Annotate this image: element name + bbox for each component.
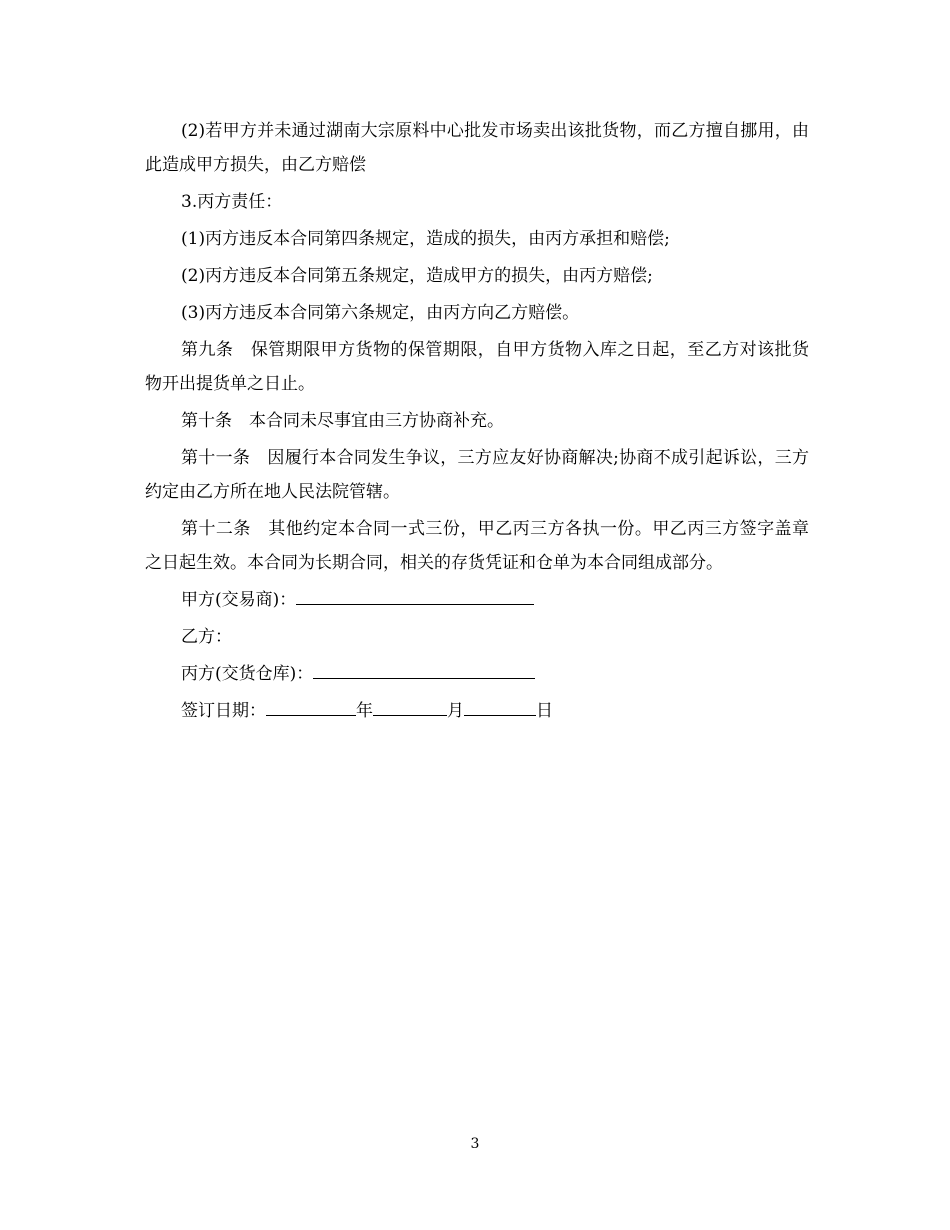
party-a-blank [296,584,534,605]
clause-paragraph: (2)若甲方并未通过湖南大宗原料中心批发市场卖出该批货物，而乙方擅自挪用，由此造成甲方损失，由乙方赔偿 [145,121,809,175]
signing-date-line [145,694,809,728]
party-c-signature-line [145,657,809,691]
clause-paragraph: 第十二条 其他约定本合同一式三份，甲乙丙三方各执一份。甲乙丙三方签字盖章之日起生效。本合同为长期合同，相关的存货凭证和仓单为本合同组成部分。 [145,519,809,573]
clause-paragraph: 第十条 本合同未尽事宜由三方协商补充。 [181,411,504,431]
party-c-blank [313,658,535,679]
clause-paragraph: 第九条 保管期限甲方货物的保管期限，自甲方货物入库之日起，至乙方对该批货物开出提货单之日止。 [145,340,809,394]
month-blank [373,695,447,716]
party-b-signature-line [145,620,809,654]
page-number: 3 [470,1136,480,1152]
party-b-label: 乙方： [181,627,232,647]
clause-paragraph: 第十一条 因履行本合同发生争议，三方应友好协商解决;协商不成引起诉讼，三方约定由乙方所在地人民法院管辖。 [145,448,809,502]
year-blank [266,695,356,716]
party-a-signature-line [145,583,809,617]
date-label: 签订日期： [181,701,266,721]
clause-paragraph: (1)丙方违反本合同第四条规定，造成的损失，由丙方承担和赔偿; [181,229,670,249]
day-label: 日 [536,701,553,721]
year-label: 年 [356,701,373,721]
contract-body [145,114,809,731]
clause-paragraph: (3)丙方违反本合同第六条规定，由丙方向乙方赔偿。 [181,303,580,323]
clause-paragraph: (2)丙方违反本合同第五条规定，造成甲方的损失，由丙方赔偿; [181,266,653,286]
clause-paragraph: 3.丙方责任： [181,192,283,212]
day-blank [464,695,536,716]
month-label: 月 [447,701,464,721]
party-a-label: 甲方(交易商)： [181,590,297,610]
party-c-label: 丙方(交货仓库)： [181,664,314,684]
